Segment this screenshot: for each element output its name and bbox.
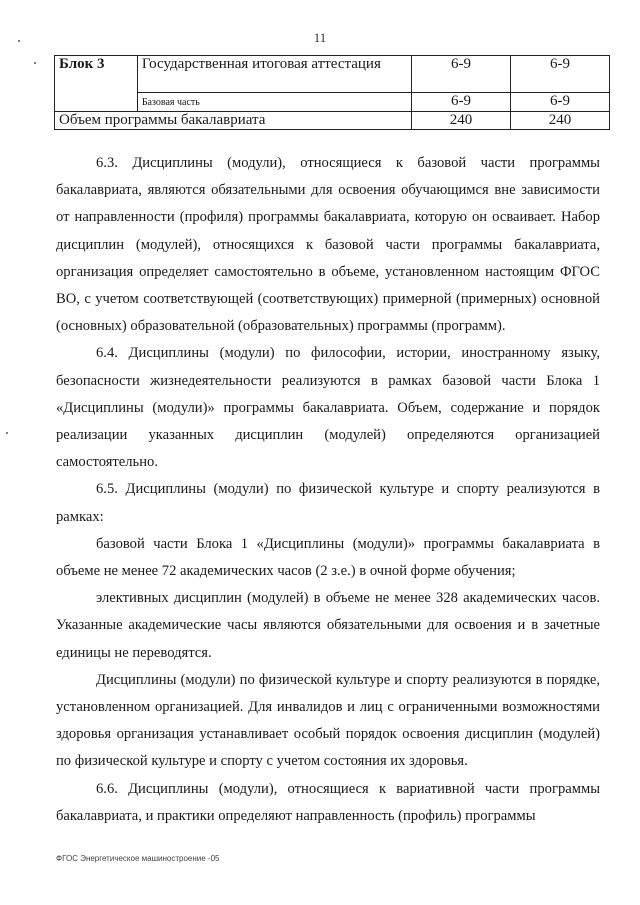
block-credits-1: 6-9 <box>412 56 511 93</box>
paragraph-6-6: 6.6. Дисциплины (модули), относящиеся к вариативной части программы бакалавриата, и практики определяют направленность (профиль) программы <box>56 780 600 824</box>
paragraph-6-5-note: Дисциплины (модули) по физической культуре и спорту реализуются в порядке, установленном организацией. Для инвалидов и лиц с ограниченными возможностями здоровья организация устанавливает особый порядок освоения дисциплин (модулей) по физической культуре и спорту с учетом состояния их здоровья. <box>56 671 600 770</box>
total-credits-2: 240 <box>511 112 610 130</box>
paragraph-6-5-item-2: элективных дисциплин (модулей) в объеме не менее 328 академических часов. Указанные академические часы являются обязательными для освоения и в зачетные единицы не переводятся. <box>56 590 600 661</box>
document-body <box>56 150 600 830</box>
table-row <box>55 112 610 130</box>
paragraph-6-4: 6.4. Дисциплины (модули) по философии, истории, иностранному языку, безопасности жизнедеятельности реализуются в рамках базовой части Блока 1 «Дисциплины (модули)» программы бакалавриата. Объем, содержание и порядок реализации указанных дисциплин (модулей) определяются организацией самостоятельно. <box>56 345 600 471</box>
scan-speck <box>6 432 8 434</box>
total-label: Объем программы бакалавриата <box>55 112 412 130</box>
block-label: Блок 3 <box>55 56 138 112</box>
block-credits-2: 6-9 <box>511 56 610 93</box>
total-credits-1: 240 <box>412 112 511 130</box>
base-credits-1: 6-9 <box>412 93 511 112</box>
base-part-label: Базовая часть <box>137 93 411 112</box>
scan-speck <box>34 62 36 64</box>
page-number: 11 <box>313 30 327 45</box>
footer-text: ФГОС Энергетическое машиностроение -05 <box>56 854 220 863</box>
base-credits-2: 6-9 <box>511 93 610 112</box>
paragraph-6-3: 6.3. Дисциплины (модули), относящиеся к базовой части программы бакалавриата, являются обязательными для освоения обучающимся вне зависимости от направленности (профиля) программы бакалавриата, которую он осваивает. Набор дисциплин (модулей), относящихся к базовой части программы бакалавриата, организация определяет самостоятельно в объеме, установленном настоящим ФГОС ВО, с учетом соответствующей (соответствующих) примерной (примерных) основной (основных) образовательной (образовательных) программы (программ). <box>56 155 600 335</box>
table-row <box>55 56 610 93</box>
paragraph-6-5-item-1: базовой части Блока 1 «Дисциплины (модули)» программы бакалавриата в объеме не менее 72 академических часов (2 з.е.) в очной форме обучения; <box>56 535 600 580</box>
curriculum-table <box>54 55 610 130</box>
paragraph-6-5: 6.5. Дисциплины (модули) по физической культуре и спорту реализуются в рамках: <box>56 481 600 525</box>
block-title: Государственная итоговая аттестация <box>137 56 411 93</box>
table-row <box>55 93 610 112</box>
